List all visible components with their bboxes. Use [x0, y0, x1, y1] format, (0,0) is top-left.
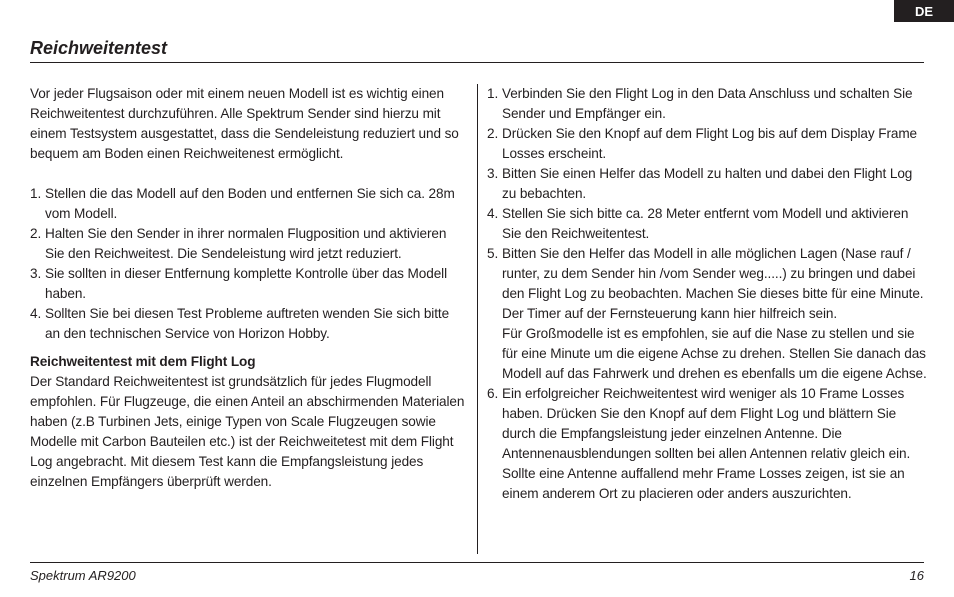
list-text [502, 244, 927, 384]
footer-product: Spektrum AR9200 [30, 568, 136, 583]
column-divider [477, 84, 478, 554]
list-text: Stellen Sie sich bitte ca. 28 Meter entfernt vom Modell und aktivieren Sie den Reichweitentest. [502, 206, 909, 241]
list-text: Ein erfolgreicher Reichweitentest wird weniger als 10 Frame Losses haben. Drücken Sie den Knopf auf dem Flight Log und blättern Sie durch die Empfangsleistung jeder einzelnen Antenne. Die Antennenausblendungen sollten bei allen Antennen relativ gleich ein. Sollte eine Antenne auffallend mehr Frame Losses zeigen, ist sie an einem anderem Ort zu placieren oder anders auszurichten. [502, 386, 911, 501]
list-item [487, 84, 927, 124]
list-number: 4. [30, 306, 42, 321]
page-number: 16 [909, 568, 924, 583]
right-column [487, 84, 927, 504]
list-text: Drücken Sie den Knopf auf dem Flight Log bis auf dem Display Frame Losses erscheint. [502, 126, 918, 161]
list-item [487, 204, 927, 244]
list-text: Halten Sie den Sender in ihrer normalen Flugposition und aktivieren Sie den Reichweitest. Die Sendeleistung wird jetzt reduziert. [45, 226, 447, 261]
list-item [30, 184, 466, 224]
list-number: 6. [487, 386, 499, 401]
bottom-rule [30, 562, 924, 563]
list-text: Bitten Sie einen Helfer das Modell zu halten und dabei den Flight Log zu bebachten. [502, 166, 913, 201]
list-number: 2. [487, 126, 499, 141]
list-number: 2. [30, 226, 42, 241]
list-number: 1. [30, 186, 42, 201]
left-column [30, 84, 466, 492]
top-rule [30, 62, 924, 63]
list-text: Verbinden Sie den Flight Log in den Data Anschluss und schalten Sie Sender und Empfänger ein. [502, 86, 913, 121]
list-text: Sie sollten in dieser Entfernung komplette Kontrolle über das Modell haben. [45, 266, 448, 301]
list-item [487, 164, 927, 204]
list-text-main: Bitten Sie den Helfer das Modell in alle möglichen Lagen (Nase rauf / runter, zu dem Sender hin /vom Sender weg.....) zu bringen und dabei den Flight Log zu beobachten. Machen Sie dieses bitte für eine Minute. Der Timer auf der Fernsteuerung kann hier hilfreich sein. [502, 246, 924, 321]
list-item [30, 224, 466, 264]
list-item [487, 124, 927, 164]
list-text-extra: Für Großmodelle ist es empfohlen, sie auf die Nase zu stellen und sie für eine Minute um die eigene Achse zu drehen. Stellen Sie danach das Modell auf das Fahrwerk und drehen es ebenfalls um die eigene Achse. [502, 326, 927, 381]
flightlog-paragraph: Der Standard Reichweitentest ist grundsätzlich für jedes Flugmodell empfohlen. Für Flugzeuge, die einen Anteil an abschirmenden Materialen haben (z.B Turbinen Jets, einige Typen von Scale Flugzeugen sowie Modelle mit Carbon Bauteilen etc.) ist der Reichweitetest mit dem Flight Log angebracht. Mit diesem Test kann die Empfangsleistung jedes einzelnen Empfängers überprüft werden. [30, 374, 465, 489]
list-item [30, 264, 466, 304]
intro-paragraph: Vor jeder Flugsaison oder mit einem neuen Modell ist es wichtig einen Reichweitentest durchzuführen. Alle Spektrum Sender sind hierzu mit einem Testsystem ausgestattet, dass die Sendeleistung reduziert und so bequem am Boden einen Reichweitenest ermöglicht. [30, 86, 459, 161]
section-title: Reichweitentest [30, 38, 168, 58]
list-text: Stellen die das Modell auf den Boden und entfernen Sie sich ca. 28m vom Modell. [45, 186, 455, 221]
language-badge: DE [894, 0, 954, 22]
list-number: 3. [487, 166, 499, 181]
list-text: Sollten Sie bei diesen Test Probleme auftreten wenden Sie sich bitte an den technischen Service von Horizon Hobby. [45, 306, 450, 341]
list-number: 1. [487, 86, 499, 101]
list-number: 5. [487, 246, 499, 261]
list-item [487, 384, 927, 504]
list-number: 4. [487, 206, 499, 221]
list-item [487, 244, 927, 384]
list-number: 3. [30, 266, 42, 281]
list-item [30, 304, 466, 344]
subheading: Reichweitentest mit dem Flight Log [30, 354, 256, 369]
